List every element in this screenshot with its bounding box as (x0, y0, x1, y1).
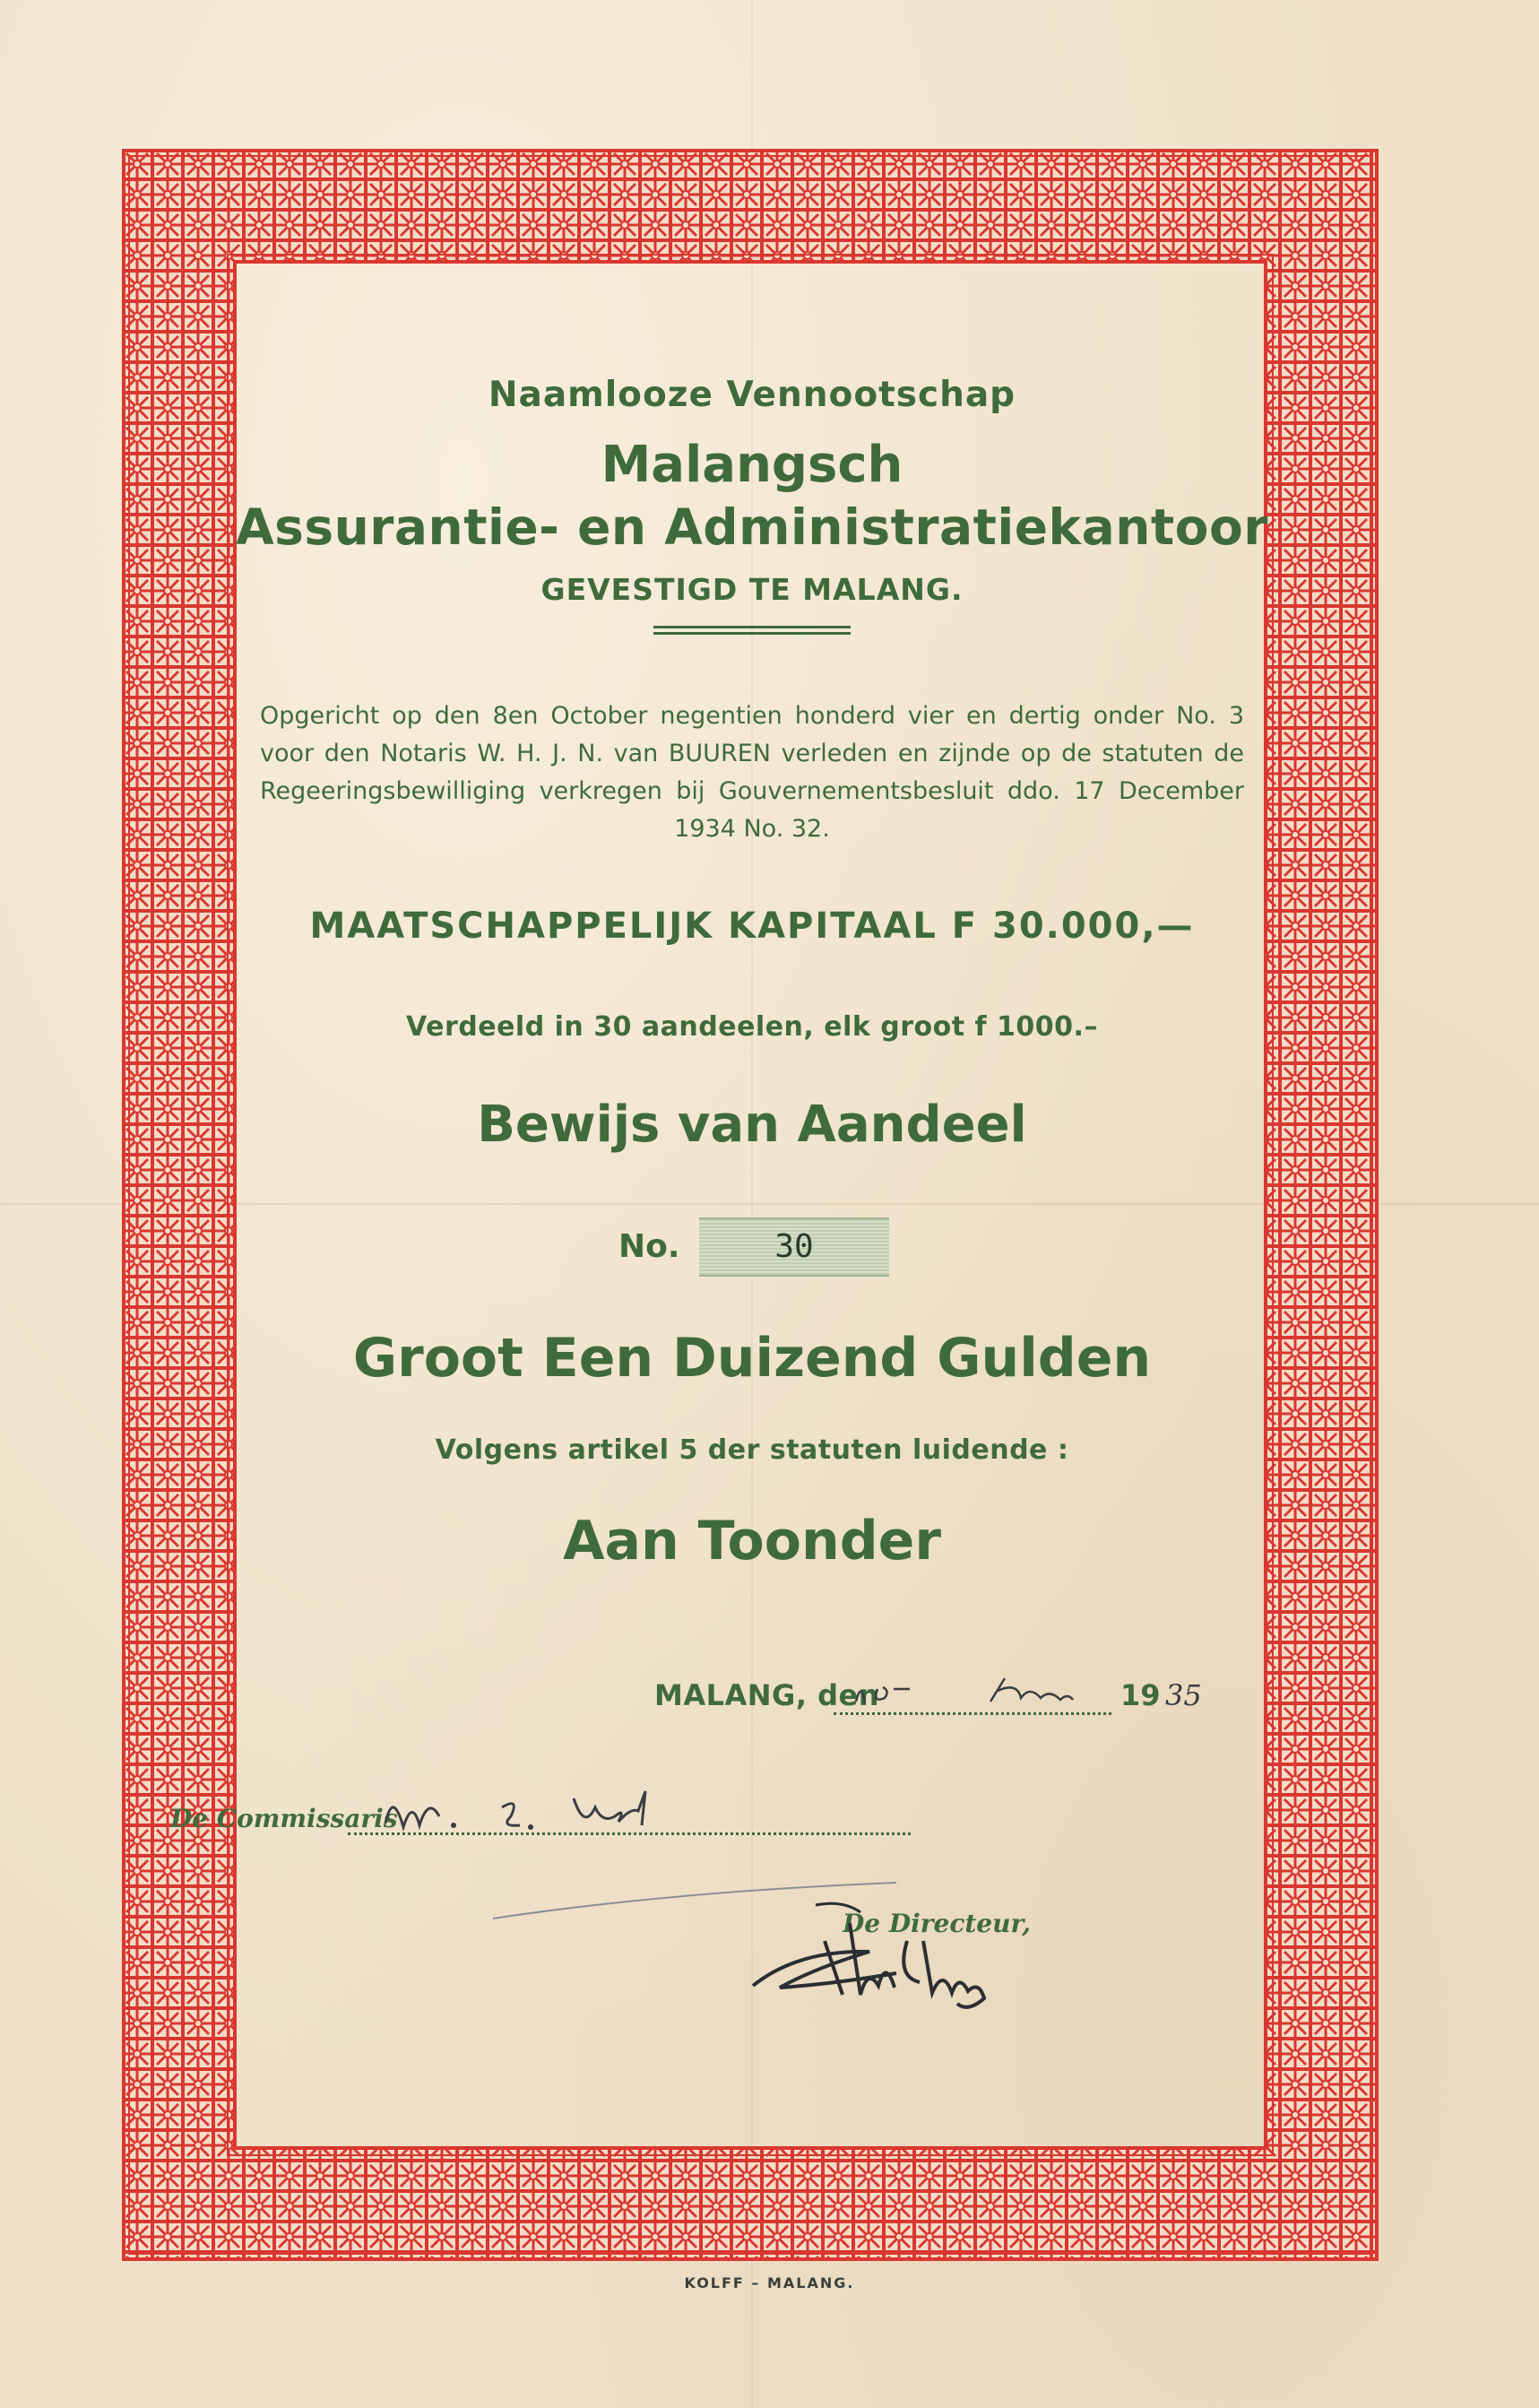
commissaris-signature (376, 1771, 699, 1852)
directeur-label: De Directeur, (843, 1909, 1031, 1938)
company-name-line2: Assurantie- en Administratiekantoor (236, 498, 1268, 556)
double-rule (653, 632, 851, 635)
company-seat: GEVESTIGD TE MALANG. (540, 572, 964, 607)
company-form: Naamlooze Vennootschap (488, 375, 1016, 415)
date-line (654, 1678, 1282, 1732)
number-label: No. (618, 1228, 680, 1265)
certificate-number (233, 1217, 1271, 1280)
company-name-line1: Malangsch (601, 436, 904, 494)
number-value: 30 (774, 1228, 814, 1265)
amount-text: Groot Een Duizend Gulden (352, 1327, 1152, 1390)
commissaris-label: De Commissaris (170, 1804, 398, 1833)
date-label: MALANG, den (654, 1678, 879, 1712)
printer-mark: KOLFF – MALANG. (684, 2274, 855, 2291)
founding-paragraph: Opgericht op den 8en October negentien honderd vier en dertig onder No. 3 voor den Notaris W. H. J. N. van BUUREN verleden en zijnde op de statuten de Regeeringsbewilliging verkregen bij Gouvernementsbesluit ddo. 17 December 1934 No. 32. (260, 702, 1244, 843)
capital-heading: MAATSCHAPPELIJK KAPITAAL F 30.000,— (309, 905, 1195, 947)
number-box (699, 1217, 889, 1277)
directeur-signature (744, 1887, 1049, 2022)
bearer-text: Aan Toonder (563, 1510, 941, 1572)
certificate-title: Bewijs van Aandeel (477, 1096, 1027, 1154)
article-text: Volgens artikel 5 der statuten luidende : (435, 1434, 1069, 1466)
date-year-handwritten: 35 (1165, 1678, 1202, 1712)
date-year-printed: 19 (1120, 1678, 1161, 1712)
commissaris-signature-line (170, 1791, 977, 1863)
share-division: Verdeeld in 30 aandeelen, elk groot f 1000.– (406, 1011, 1098, 1043)
double-rule (653, 626, 851, 628)
certificate-content (170, 260, 1271, 2143)
directeur-signature-area (744, 1887, 1192, 2066)
